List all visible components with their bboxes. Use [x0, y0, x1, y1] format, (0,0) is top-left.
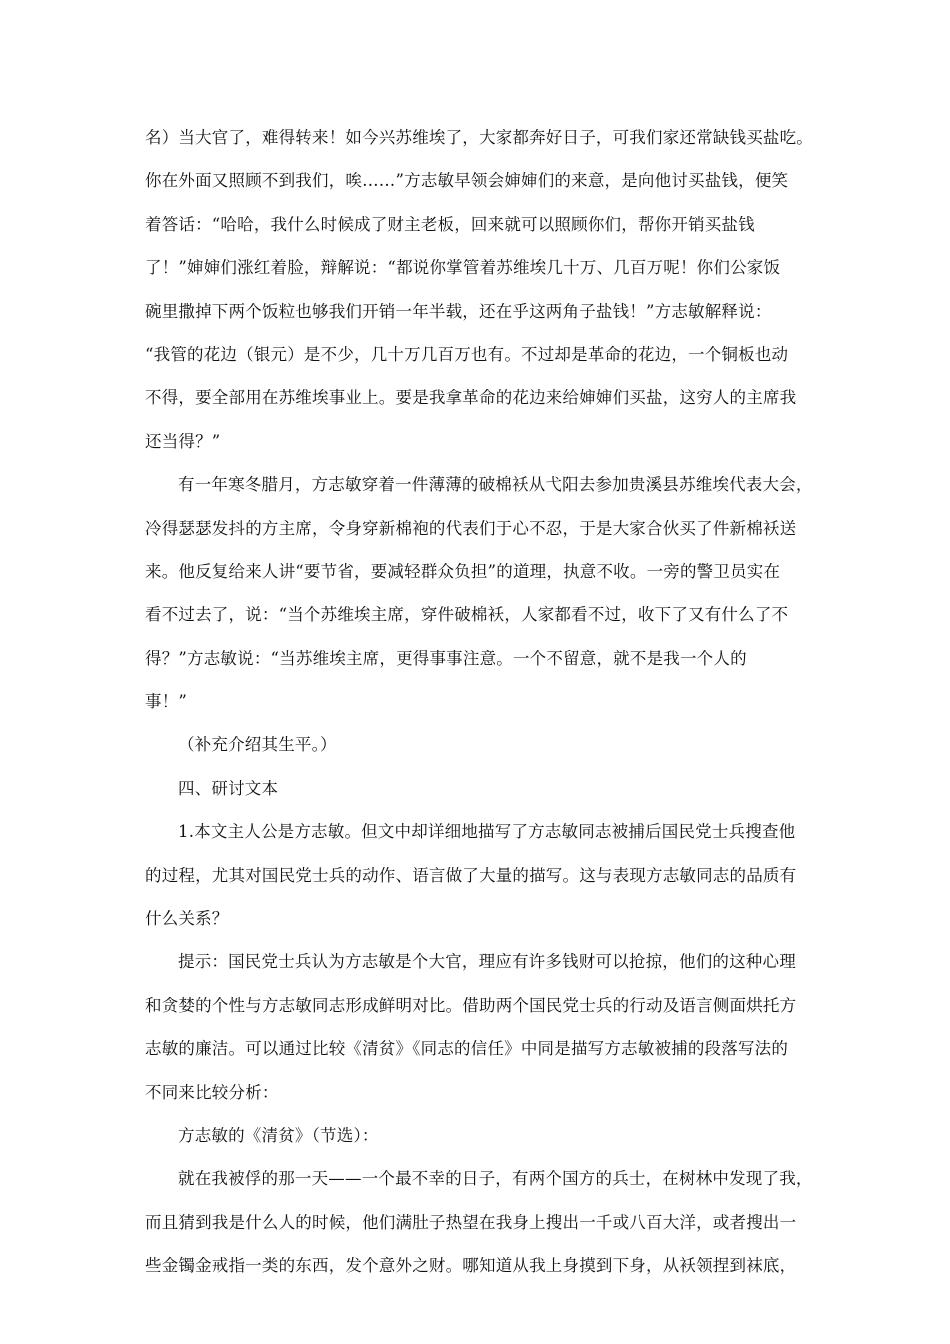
document-body	[145, 116, 813, 1288]
text-line: 还当得？”	[145, 431, 221, 451]
text-line: 来。他反复给来人讲“要节省，要减轻群众负担”的道理，执意不收。一旁的警卫员实在	[145, 561, 781, 581]
text-line: 事！”	[145, 692, 188, 712]
section-heading: 四、研讨文本	[178, 778, 279, 798]
text-line: 些金镯金戒指一类的东西，发个意外之财。哪知道从我上身摸到下身，从袄领捏到袜底，	[145, 1256, 797, 1276]
supplement-note: （补充介绍其生平。）	[178, 735, 337, 755]
text-line: 你在外面又照顾不到我们，唉……”方志敏早领会婶婶们的来意，是向他讨买盐钱，便笑	[145, 171, 789, 191]
text-line: 名）当大官了，难得转来！如今兴苏维埃了，大家都奔好日子，可我们家还常缺钱买盐吃。	[145, 128, 813, 147]
text-line: 什么关系？	[145, 909, 229, 929]
text-line: 的过程，尤其对国民党士兵的动作、语言做了大量的描写。这与表现方志敏同志的品质有	[145, 865, 797, 885]
text-line: 着答话：“哈哈，我什么时候成了财主老板，回来就可以照顾你们，帮你开销买盐钱	[145, 214, 755, 234]
text-line: 了！”婶婶们涨红着脸，辩解说：“都说你掌管着苏维埃几十万、几百万呢！你们公家饭	[145, 258, 781, 278]
excerpt-title: 方志敏的《清贫》（节选）：	[178, 1125, 379, 1145]
text-line: 志敏的廉洁。可以通过比较《清贫》《同志的信任》中同是描写方志敏被捕的段落写法的	[145, 1039, 789, 1059]
text-line: 不同来比较分析：	[145, 1082, 279, 1102]
paragraph-start-line: 有一年寒冬腊月，方志敏穿着一件薄薄的破棉袄从弋阳去参加贵溪县苏维埃代表大会，	[178, 475, 813, 495]
excerpt-line: 就在我被俘的那一天——一个最不幸的日子，有两个国方的兵士，在树林中发现了我，	[178, 1169, 813, 1189]
text-line: 而且猜到我是什么人的时候，他们满肚子热望在我身上搜出一千或八百大洋，或者搜出一	[145, 1212, 797, 1232]
text-line: 不得，要全部用在苏维埃事业上。要是我拿革命的花边来给婶婶们买盐，这穷人的主席我	[145, 388, 797, 408]
text-line: 得？”方志敏说：“当苏维埃主席，更得事事注意。一个不留意，就不是我一个人的	[145, 648, 747, 668]
text-line: 冷得瑟瑟发抖的方主席，令身穿新棉袍的代表们于心不忍，于是大家合伙买了件新棉袄送	[145, 518, 797, 538]
text-line: “我管的花边（银元）是不少，几十万几百万也有。不过却是革命的花边，一个铜板也动	[145, 344, 789, 364]
text-line: 碗里撒掉下两个饭粒也够我们开销一年半载，还在乎这两角子盐钱！”方志敏解释说：	[145, 301, 772, 321]
text-line: 和贪婪的个性与方志敏同志形成鲜明对比。借助两个国民党士兵的行动及语言侧面烘托方	[145, 995, 797, 1015]
hint-line: 提示：国民党士兵认为方志敏是个大官，理应有许多钱财可以抢掠，他们的这种心理	[178, 952, 796, 972]
question-line: 1.本文主人公是方志敏。但文中却详细地描写了方志敏同志被捕后国民党士兵搜查他	[178, 822, 796, 842]
text-line: 看不过去了，说：“当个苏维埃主席，穿件破棉袄，人家都看不过，收下了又有什么了不	[145, 605, 789, 625]
